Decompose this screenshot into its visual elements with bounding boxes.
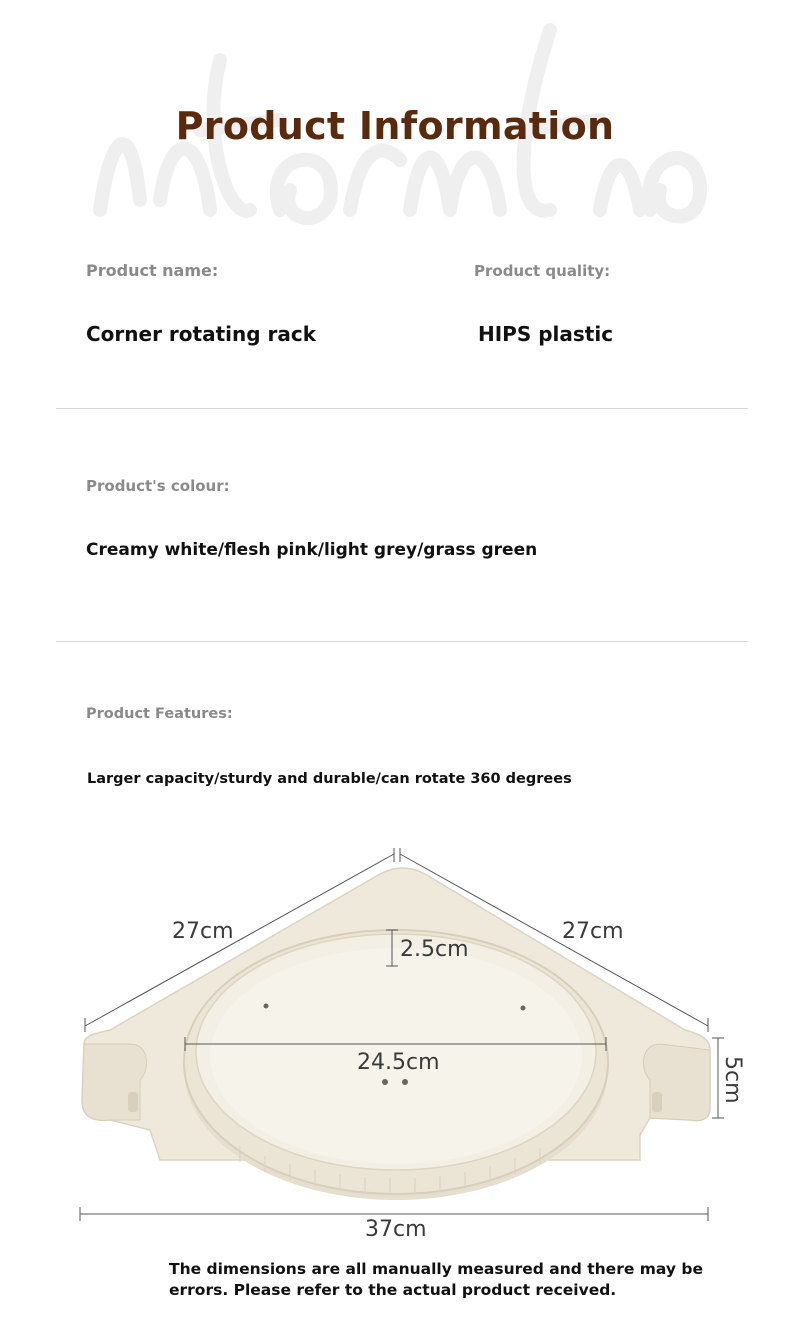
dimension-tray-diameter: 24.5cm (357, 1050, 440, 1075)
dimension-rim-height: 2.5cm (400, 937, 469, 962)
product-colour-value: Creamy white/flesh pink/light grey/grass green (86, 540, 538, 560)
note-line-1: The dimensions are all manually measured and there may be (169, 1260, 703, 1278)
product-features-value: Larger capacity/sturdy and durable/can rotate 360 degrees (87, 771, 572, 787)
page-title: Product Information (175, 104, 615, 148)
dimension-left-side: 27cm (172, 919, 234, 944)
dimension-right-side: 27cm (562, 919, 624, 944)
product-name-value: Corner rotating rack (86, 322, 317, 346)
product-quality-value: HIPS plastic (478, 322, 614, 346)
product-dimension-diagram (0, 830, 790, 1250)
note-line-2: errors. Please refer to the actual product received. (169, 1281, 617, 1299)
divider (56, 408, 748, 409)
divider (56, 641, 748, 642)
dimension-width: 37cm (365, 1217, 427, 1242)
dimension-note (169, 1259, 729, 1301)
product-quality-label: Product quality: (474, 262, 611, 280)
product-name-label: Product name: (86, 261, 219, 280)
product-colour-label: Product's colour: (86, 477, 230, 495)
product-features-label: Product Features: (86, 706, 233, 722)
dimension-height: 5cm (720, 1056, 745, 1104)
